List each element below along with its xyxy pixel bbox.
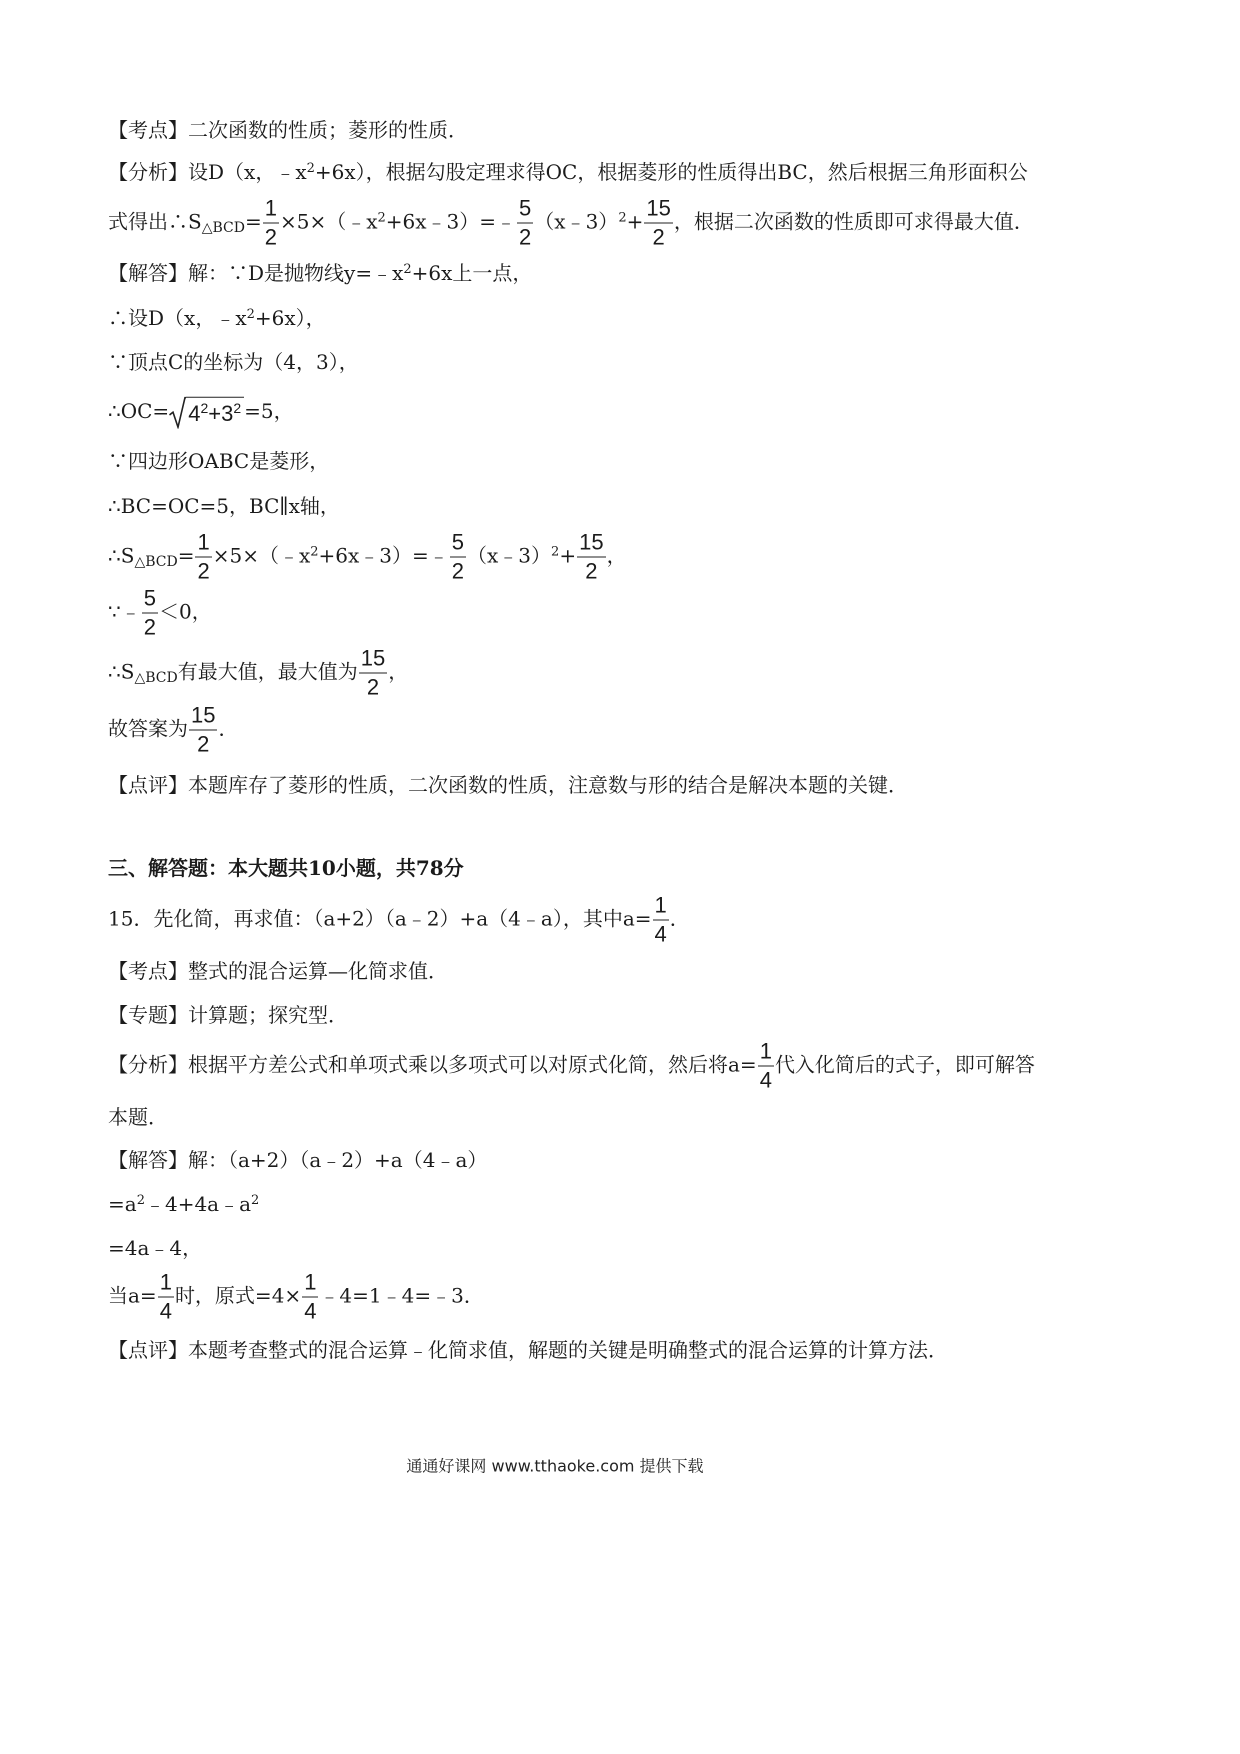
fraction	[577, 529, 605, 584]
q15-zhuanti-line	[108, 1000, 348, 1030]
subscript: △BCD	[134, 554, 178, 570]
fraction-denominator: 2	[585, 558, 598, 584]
q14-jieda-line-9	[108, 645, 409, 700]
fraction-numerator: 15	[359, 648, 387, 674]
jieda-text: ，	[388, 659, 409, 684]
fraction-numerator: 1	[195, 532, 211, 558]
fraction	[758, 1038, 774, 1093]
fraction	[142, 585, 158, 640]
fraction-numerator: 15	[577, 532, 605, 558]
exponent: 2	[377, 210, 386, 226]
exponent: 2	[200, 399, 209, 416]
fenxi-text: 根据平方差公式和单项式乘以多项式可以对原式化简，然后将a=	[188, 1052, 757, 1077]
jieda-text: ，	[606, 543, 627, 568]
jieda-text: +6x），	[254, 306, 326, 330]
fraction-numerator: 1	[263, 198, 279, 224]
radicand	[186, 396, 244, 426]
fraction-numerator: 1	[158, 1272, 174, 1298]
jieda-text: =a	[108, 1192, 137, 1216]
fraction	[359, 645, 387, 700]
jieda-text: +6x上一点，	[411, 261, 533, 285]
fenxi-tag: 【分析】	[108, 1052, 188, 1077]
exponent: 2	[306, 160, 315, 176]
q15-stem	[108, 892, 690, 947]
jieda-text: +6x﹣3）=﹣	[318, 543, 449, 568]
fraction-denominator: 4	[159, 1298, 172, 1324]
fraction-denominator: 2	[197, 731, 210, 757]
question-text: ．	[669, 906, 690, 931]
jieda-tag: 【解答】	[108, 1148, 188, 1172]
jieda-text: 有最大值，最大值为	[177, 659, 358, 684]
q14-jieda-line-6	[108, 491, 340, 521]
fenxi-text: （x﹣3）	[534, 209, 619, 234]
fraction-numerator: 1	[653, 895, 669, 921]
fraction	[653, 892, 669, 947]
jieda-text: ∴OC=	[108, 398, 170, 423]
jieda-text: 解：（a+2）（a﹣2）+a（4﹣a）	[188, 1148, 488, 1172]
fraction-numerator: 1	[302, 1272, 318, 1298]
q14-fenxi-line-2	[108, 195, 1034, 250]
jieda-text: ∵四边形OABC是菱形，	[108, 449, 330, 473]
q15-fenxi-line-2: 本题．	[108, 1105, 168, 1129]
exponent: 2	[246, 306, 255, 322]
fraction-denominator: 2	[366, 674, 380, 700]
q15-jieda-line-4	[108, 1269, 484, 1324]
fraction	[302, 1269, 318, 1324]
dianping-text: 本题库存了菱形的性质，二次函数的性质，注意数与形的结合是解决本题的关键．	[188, 773, 908, 797]
q14-jieda-line-10	[108, 702, 239, 757]
subscript: △BCD	[201, 220, 245, 236]
q14-fenxi-line-1	[108, 157, 1028, 187]
jieda-text: 当a=	[108, 1283, 157, 1308]
plus-sign: +	[559, 543, 577, 568]
exponent: 2	[233, 399, 242, 416]
fraction	[189, 702, 217, 757]
dianping-text: 本题考查整式的混合运算﹣化简求值，解题的关键是明确整式的混合运算的计算方法．	[188, 1338, 948, 1362]
zhuanti-tag: 【专题】	[108, 1003, 188, 1027]
jieda-text: ∴设D（x，﹣x	[108, 306, 247, 330]
fenxi-tag: 【分析】	[108, 160, 188, 184]
q14-jieda-line-8	[108, 585, 212, 640]
equals-sign: =	[177, 543, 195, 568]
fraction-denominator: 2	[143, 614, 156, 640]
kaodian-tag: 【考点】	[108, 959, 188, 983]
dianping-tag: 【点评】	[108, 773, 188, 797]
fraction-denominator: 4	[654, 921, 667, 947]
fenxi-text: 代入化简后的式子，即可解答	[774, 1052, 1035, 1077]
q15-fenxi-line-1	[108, 1038, 1035, 1093]
jieda-text: （x﹣3）	[467, 543, 552, 568]
fenxi-text: ，根据二次函数的性质即可求得最大值．	[673, 209, 1034, 234]
q14-jieda-line-2	[108, 303, 326, 333]
jieda-text: ∴S	[108, 659, 135, 684]
fraction-denominator: 4	[304, 1298, 317, 1324]
q15-jieda-line-2	[108, 1189, 259, 1219]
radicand-term: 4	[188, 400, 201, 426]
kaodian-text: 二次函数的性质；菱形的性质．	[188, 118, 468, 142]
jieda-text: 解：∵D是抛物线y=﹣x	[188, 261, 404, 285]
fraction	[195, 529, 211, 584]
jieda-tag: 【解答】	[108, 261, 188, 285]
exponent: 2	[403, 261, 412, 277]
radicand-term: +3	[208, 400, 234, 426]
dianping-tag: 【点评】	[108, 1338, 188, 1362]
q14-dianping-line	[108, 770, 908, 800]
jieda-text: ∵顶点C的坐标为（4，3），	[108, 350, 359, 374]
square-root	[169, 396, 244, 428]
jieda-text: ∴BC=OC=5，BC∥x轴，	[108, 494, 340, 518]
jieda-text: =5，	[244, 398, 294, 423]
q15-jieda-line-3: =4a﹣4，	[108, 1236, 203, 1260]
question-text: 15．先化简，再求值：（a+2）（a﹣2）+a（4﹣a），其中a=	[108, 906, 652, 931]
q14-jieda-line-1	[108, 258, 532, 288]
fraction	[644, 195, 672, 250]
fraction-denominator: 4	[759, 1067, 772, 1093]
fraction-denominator: 2	[264, 224, 277, 250]
kaodian-tag: 【考点】	[108, 118, 188, 142]
fraction	[158, 1269, 174, 1324]
fraction-numerator: 5	[142, 588, 158, 614]
fraction-numerator: 15	[644, 198, 672, 224]
fraction-denominator: 2	[652, 224, 665, 250]
plus-sign: +	[626, 209, 644, 234]
fraction-numerator: 15	[189, 705, 217, 731]
q14-jieda-line-3	[108, 347, 359, 377]
jieda-text: ×5×（﹣x	[212, 543, 311, 568]
section-title: 三、解答题：本大题共10小题，共78分	[108, 856, 464, 880]
q15-jieda-line-1	[108, 1145, 487, 1175]
jieda-text: ﹣4=1﹣4=﹣3．	[319, 1283, 484, 1308]
fenxi-text: +6x），根据勾股定理求得OC，根据菱形的性质得出BC，然后根据三角形面积公	[314, 160, 1028, 184]
fenxi-text: ×5×（﹣x	[279, 209, 378, 234]
jieda-text: 时，原式=4×	[174, 1283, 302, 1308]
jieda-text: ﹣4+4a﹣a	[144, 1192, 252, 1216]
q15-kaodian-line	[108, 956, 448, 986]
fraction	[517, 195, 533, 250]
fraction-denominator: 2	[451, 558, 465, 584]
zhuanti-text: 计算题；探究型．	[188, 1003, 348, 1027]
fenxi-text: 设D（x，﹣x	[188, 160, 307, 184]
q14-jieda-line-5	[108, 446, 329, 476]
exponent: 2	[618, 210, 627, 226]
page-footer: 通通好课网 www.tthaoke.com 提供下载	[406, 1456, 704, 1476]
jieda-text: ．	[218, 716, 239, 741]
fenxi-text: +6x﹣3）=﹣	[385, 209, 517, 234]
fraction-denominator: 2	[197, 558, 210, 584]
fraction-denominator: 2	[519, 224, 532, 250]
q14-jieda-line-4	[108, 396, 294, 429]
jieda-text: ＜0，	[158, 599, 212, 624]
exponent: 2	[136, 1192, 145, 1208]
fenxi-text: 式得出∴S	[108, 209, 202, 234]
kaodian-text: 整式的混合运算—化简求值．	[188, 959, 448, 983]
equals-sign: =	[244, 209, 262, 234]
q15-dianping-line	[108, 1335, 948, 1365]
exponent: 2	[310, 544, 319, 560]
fraction-numerator: 5	[517, 198, 533, 224]
fraction-numerator: 5	[450, 532, 466, 558]
fraction	[263, 195, 279, 250]
fraction-numerator: 1	[758, 1041, 774, 1067]
exponent: 2	[551, 544, 560, 560]
exponent: 2	[251, 1192, 260, 1208]
fraction	[450, 529, 466, 584]
jieda-text: 故答案为	[108, 716, 188, 741]
radical-sign-icon	[169, 396, 186, 428]
q14-jieda-line-7	[108, 529, 627, 584]
q14-kaodian-line	[108, 115, 468, 145]
jieda-text: ∵﹣	[108, 599, 141, 624]
jieda-text: ∴S	[108, 543, 135, 568]
subscript: △BCD	[134, 670, 178, 686]
